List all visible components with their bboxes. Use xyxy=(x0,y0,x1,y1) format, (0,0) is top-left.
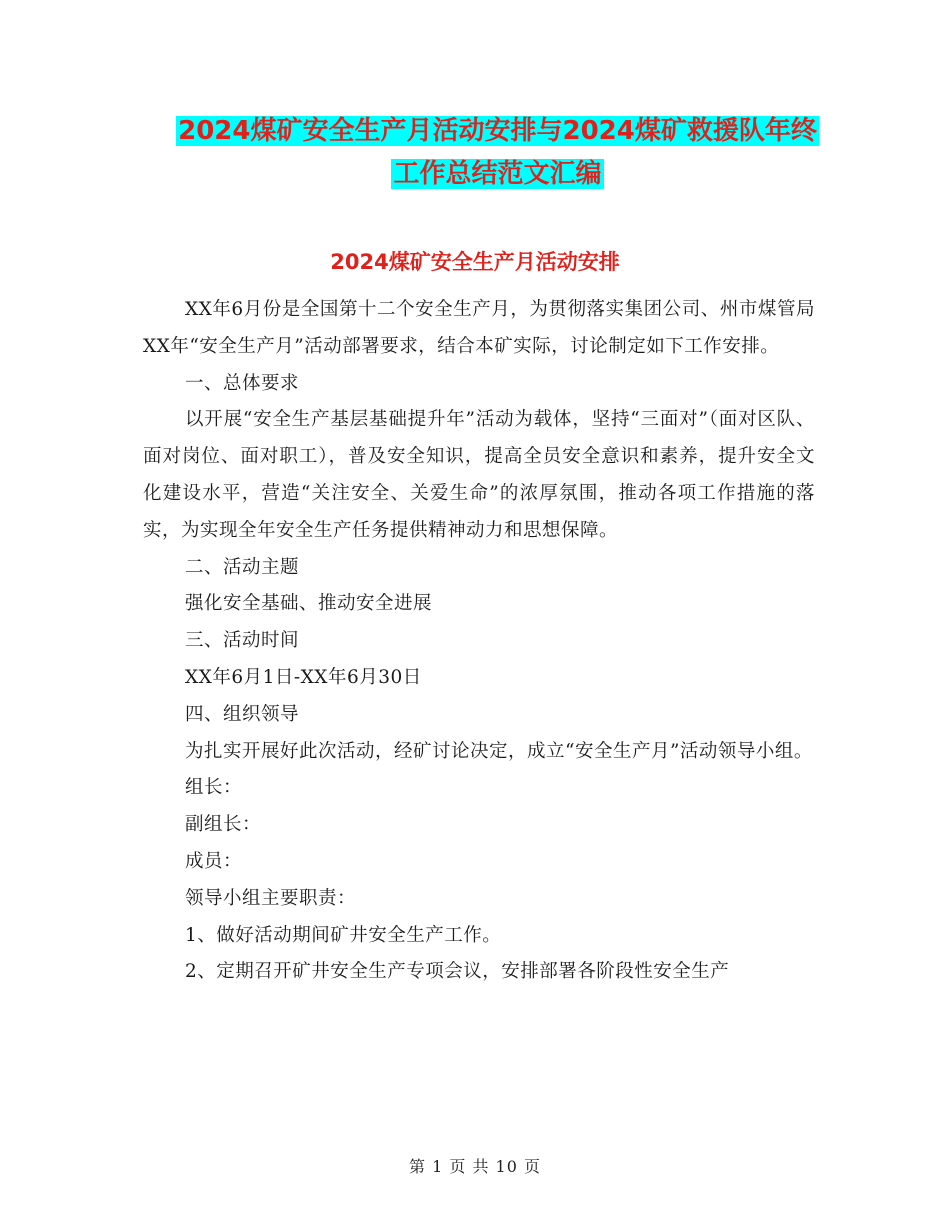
section-heading: 2024煤矿安全生产月活动安排 xyxy=(330,250,620,274)
list-item-duty-2: 2、定期召开矿井安全生产专项会议，安排部署各阶段性安全生产 xyxy=(185,961,730,983)
document-title-text-2: 工作总结范文汇编 xyxy=(393,159,602,189)
paragraph-intro: XX年6月份是全国第十二个安全生产月，为贯彻落实集团公司、州市煤管局XX年“安全生产月”活动部署要求，结合本矿实际，讨论制定如下工作安排。 xyxy=(143,299,815,357)
paragraph-general-requirements: 以开展“安全生产基层基础提升年”活动为载体，坚持“三面对”（面对区队、面对岗位、面对职工），普及安全知识，提高全员安全意识和素养，提升安全文化建设水平，营造“关注安全、关爱生命”的浓厚氛围，推动各项工作措施的落实，为实现全年安全生产任务提供精神动力和思想保障。 xyxy=(143,409,815,541)
heading-organization: 四、组织领导 xyxy=(185,703,300,725)
heading-activity-time: 三、活动时间 xyxy=(185,630,300,652)
label-leader: 组长： xyxy=(185,777,243,799)
heading-activity-theme: 二、活动主题 xyxy=(185,556,300,578)
list-item-duty-1: 1、做好活动期间矿井安全生产工作。 xyxy=(185,924,502,946)
heading-general-requirements: 一、总体要求 xyxy=(185,372,300,394)
page-footer: 第 1 页 共 10 页 xyxy=(409,1157,541,1176)
document-title-line-1 xyxy=(140,110,855,152)
label-members: 成员： xyxy=(185,850,243,872)
paragraph-organization: 为扎实开展好此次活动，经矿讨论决定，成立“安全生产月”活动领导小组。 xyxy=(185,740,813,762)
document-title-line-2 xyxy=(140,153,855,195)
paragraph-activity-theme: 强化安全基础、推动安全进展 xyxy=(185,593,433,615)
label-duties: 领导小组主要职责： xyxy=(185,887,357,909)
document-body xyxy=(143,292,815,991)
paragraph-activity-time: XX年6月1日-XX年6月30日 xyxy=(185,666,422,688)
label-deputy-leader: 副组长： xyxy=(185,814,262,836)
document-title-text-1: 2024煤矿安全生产月活动安排与2024煤矿救援队年终 xyxy=(178,116,817,146)
